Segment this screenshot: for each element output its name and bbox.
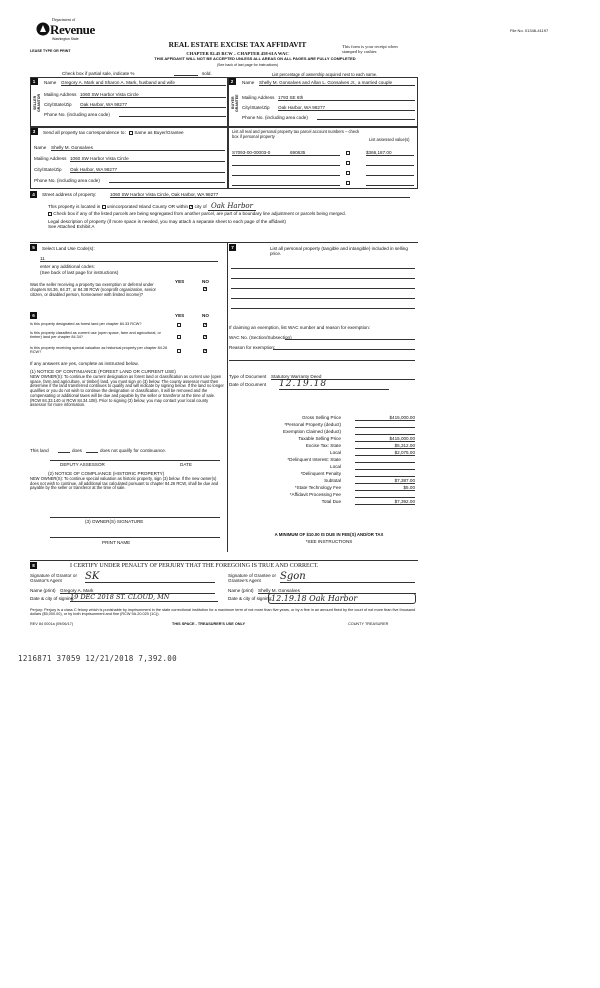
seller-name-row — [44, 80, 227, 90]
calc-label: Gross Selling Price — [301, 415, 341, 420]
doc-date-field[interactable]: 12.19.18 — [279, 379, 389, 390]
calc-value[interactable] — [355, 429, 415, 435]
segregated-note: Check box if any of the listed parcels are being segregated from another parcel, are part of a boundary line adjustment or parcels being merged. — [53, 211, 346, 216]
partial-sale-pct-field[interactable] — [174, 71, 198, 76]
grantor-date-label: Date & city of signing: — [30, 596, 75, 601]
personal-property-label: List all personal property (tangible and intangible) included in selling price. — [270, 246, 408, 257]
buyer-city-label: City/State/Zip — [242, 105, 270, 110]
city-of-label: city of — [194, 204, 207, 209]
doc-type-label: Type of Document — [229, 374, 267, 379]
exemption-label: If claiming an exemption, list WAC number and reason for exemption: — [229, 325, 371, 330]
exemption-question: Was the seller receiving a property tax exemption or deferral under chapters 84.36, 84.37, or 84.38 RCW (nonprofit organization, senior citizen, or disabled person, homeowner with limited income)? — [30, 282, 156, 297]
calc-value[interactable] — [355, 471, 415, 477]
calc-value[interactable]: $5.00 — [355, 485, 415, 491]
forest-yes-checkbox[interactable] — [177, 323, 181, 327]
additional-codes-label: enter any additional codes: — [40, 264, 95, 269]
calc-label: Taxable Selling Price — [298, 436, 341, 441]
calc-label: *State Technology Fee — [294, 485, 341, 490]
does-field[interactable] — [58, 448, 70, 453]
calc-label: Excise Tax: State — [305, 443, 341, 448]
instructions-note: (See back of last page for instructions) — [216, 63, 279, 67]
ownership-note: List percentage of ownership acquired next to each name. — [272, 72, 378, 77]
calc-label: *Personal Property (deduct) — [284, 422, 341, 427]
calc-row — [230, 429, 415, 435]
land-does-label: This land — [30, 448, 49, 453]
assessed-header: List assessed value(s) — [369, 137, 410, 142]
seller-name-label: Name — [44, 80, 57, 85]
calc-value[interactable]: $415,000.00 — [355, 415, 415, 421]
calc-row — [230, 443, 415, 449]
city-checkbox[interactable] — [189, 205, 193, 209]
same-as-buyer-label: Same as Buyer/Grantee — [134, 130, 184, 135]
notice1-text: NEW OWNER(S): To continue the current designation as forest land or classification as current use (open space, farm and agriculture, or timber) land, you must sign on (3) below. The county assessor must then determine if the land transferred continues to qualify and will indicate by signing below. If the land no longer qualifies or you do not wish to continue the designation or classification, it will be removed and the compensating or additional taxes will be due and payable by the seller or transferor at the time of sale. (RCW 84.33.140 or RCW 84.34.108). Prior to signing (3) below, you may contact your local county assessor for more information. — [30, 374, 224, 408]
wac-field[interactable] — [285, 335, 415, 340]
grantor-date-row — [30, 593, 220, 606]
revenue-logo-icon — [36, 22, 50, 36]
grantor-name-label: Name (print) — [30, 588, 56, 593]
city-field[interactable]: Oak Harbor — [208, 202, 256, 211]
print-name-line[interactable] — [50, 530, 220, 538]
owner-signature-label: (3) OWNER(S) SIGNATURE — [85, 519, 144, 524]
does-not-label: does not qualify for continuance. — [100, 448, 167, 453]
buyer-name-row — [242, 80, 417, 94]
parcel-assessed-value[interactable] — [366, 180, 414, 186]
corr-phone-row — [34, 178, 226, 186]
personal-property-line[interactable] — [231, 283, 415, 289]
buyer-name-label: Name — [242, 80, 255, 85]
deputy-label: DEPUTY ASSESSOR — [60, 462, 105, 467]
seller-mailing-row — [44, 92, 227, 100]
notice1-title: (1) NOTICE OF CONTINUANCE (FOREST LAND OR CURRENT USE) — [30, 369, 176, 374]
buyer-phone-row — [242, 115, 417, 123]
segregated-checkbox[interactable] — [48, 212, 52, 216]
grantee-date-label: Date & city of signing: — [228, 596, 273, 601]
grantee-sig-label: Signature of Grantee or Grantee's Agent — [228, 573, 277, 584]
perjury-note: Perjury: Perjury is a class C felony which is punishable by imprisonment in the state correctional institution for a maximum term of not more than five years, or by a fine in an amount fixed by the court of not more than five thousand dollars ($5,000.00), or by both imprisonment and fine (RCW 9A.20.020 (1C)). — [30, 608, 416, 617]
located-label: This property is located in — [48, 204, 101, 209]
form-title: REAL ESTATE EXCISE TAX AFFIDAVIT — [168, 40, 307, 49]
receipt-note: This form is your receipt when stamped by cashier. — [342, 44, 398, 55]
buyer-phone-field[interactable] — [317, 115, 415, 120]
legal-label: Legal description of property (if more space is needed, you may attach a separate sheet to each page of the affidavit) — [48, 219, 286, 224]
land-use-code[interactable]: 11 — [40, 256, 218, 262]
calc-row — [230, 471, 415, 477]
file-number: File No. 01348-41197 — [510, 28, 549, 33]
section-5-number: 5 — [30, 244, 37, 251]
buyer-mailing-row — [242, 95, 417, 103]
seller-city-label: City/State/Zip — [44, 102, 72, 107]
calc-value[interactable]: $7,392.00 — [355, 499, 415, 505]
tax-calculation — [230, 415, 418, 527]
correspondence-box — [30, 127, 228, 189]
parcel-number[interactable] — [232, 180, 340, 186]
corr-city-label: City/State/Zip — [34, 167, 62, 172]
corr-phone-field[interactable] — [109, 178, 225, 183]
calc-value[interactable] — [355, 464, 415, 470]
minimum-fee-note: A MINIMUM OF $10.00 IS DUE IN FEE(S) AND/OR TAX — [274, 532, 384, 537]
open-space-no-checkbox[interactable] — [203, 335, 207, 339]
partial-sale-sold: sold. — [202, 71, 212, 76]
grantor-date-field[interactable]: 19 DEC 2018 ST. CLOUD, MN — [70, 594, 218, 602]
calc-label: *Delinquent Interest: State — [287, 457, 341, 462]
calc-label: Exemption Claimed (deduct) — [283, 429, 341, 434]
calc-row — [230, 492, 415, 498]
treasurer-space-label: THIS SPACE - TREASURER'S USE ONLY — [172, 622, 246, 626]
does-not-field[interactable] — [86, 448, 98, 453]
calc-row — [230, 464, 415, 470]
does-label: does — [72, 448, 82, 453]
corr-name-row — [34, 145, 226, 153]
corr-city-row — [34, 167, 226, 175]
grantor-signature[interactable]: SK — [85, 571, 215, 583]
reason-label: Reason for exemption: — [229, 345, 276, 350]
parcels-header: List all real and personal property tax parcel account numbers – check box if personal property — [232, 129, 360, 139]
deputy-signature-line[interactable] — [50, 455, 220, 461]
parcels-box — [228, 127, 418, 189]
no-header-2: NO — [202, 313, 209, 318]
continuance-row — [30, 448, 224, 453]
calc-row — [230, 436, 415, 442]
grantee-date-row — [228, 596, 418, 606]
calc-label: Total Due — [321, 499, 341, 504]
certify-section — [30, 560, 418, 620]
historic-yes-checkbox[interactable] — [177, 349, 181, 353]
open-space-question: Is this property classified as current use (open space, farm and agricultural, or timber) land per chapter 84.34? — [30, 331, 161, 340]
calc-row — [230, 422, 415, 428]
parcel-personal-checkbox[interactable] — [346, 161, 350, 165]
parcel-row — [232, 150, 416, 158]
buyer-label: BUYER GRANTEE — [231, 94, 240, 112]
same-as-buyer-checkbox[interactable] — [129, 131, 133, 135]
certify-statement: I CERTIFY UNDER PENALTY OF PERJURY THAT THE FOREGOING IS TRUE AND CORRECT. — [70, 563, 319, 569]
forest-no-checkbox[interactable] — [203, 323, 207, 327]
corr-mailing-label: Mailing Address — [34, 156, 67, 161]
parcel-number[interactable] — [232, 170, 340, 176]
corr-mailing-field[interactable]: 1060 SW Harbor Vista Circle — [70, 156, 225, 162]
unincorporated-label: unincorporated Island County OR within — [106, 204, 189, 209]
section-2-number: 2 — [229, 78, 236, 85]
parcel-assessed-value[interactable] — [366, 170, 414, 176]
personal-property-line[interactable] — [231, 273, 415, 279]
street-section — [30, 191, 418, 241]
buyer-box — [228, 77, 418, 127]
buyer-mailing-label: Mailing Address — [242, 95, 275, 100]
calc-value[interactable] — [355, 457, 415, 463]
segregated-row — [48, 211, 418, 216]
yes-header-2: YES — [175, 313, 185, 318]
grantee-date-field[interactable]: 12.19.18 Oak Harbor — [268, 593, 416, 604]
print-name-label: PRINT NAME — [102, 540, 131, 545]
unincorporated-checkbox[interactable] — [102, 205, 106, 209]
parcel-number[interactable] — [232, 160, 340, 166]
located-row — [48, 202, 408, 210]
parcel-assessed-value[interactable] — [366, 160, 414, 166]
calc-row — [230, 457, 415, 463]
calc-label: Subtotal — [324, 478, 341, 483]
answer-note: If any answers are yes, complete as instructed below. — [30, 361, 139, 366]
calc-value[interactable] — [355, 492, 415, 498]
seller-city-row — [44, 102, 227, 110]
doc-date-row — [229, 379, 417, 394]
logo-state: Washington State — [52, 37, 79, 41]
correspondence-header — [43, 130, 228, 135]
calc-row — [230, 485, 415, 491]
deputy-date-label: DATE — [180, 462, 192, 467]
section-1-number: 1 — [31, 78, 38, 85]
corr-phone-label: Phone No. (including area code) — [34, 178, 100, 183]
seller-box — [30, 77, 228, 127]
wac-row — [229, 335, 417, 340]
exemption-no-checkbox[interactable] — [203, 287, 207, 291]
parcel-personal-checkbox[interactable] — [346, 151, 350, 155]
personal-property-line[interactable] — [231, 263, 415, 269]
corr-city-field[interactable]: Oak Harbor, WA 98277 — [70, 167, 225, 173]
street-row — [42, 192, 412, 197]
calc-row — [230, 415, 415, 421]
calc-label: *Affidavit Processing Fee — [289, 492, 341, 497]
grantee-name-field[interactable]: Shelly M. Gonsalves — [258, 588, 416, 594]
street-field[interactable]: 1060 SW Harbor Vista Circle, Oak Harbor, WA 98277 — [110, 192, 410, 198]
reason-line-2[interactable] — [229, 355, 415, 361]
owner-signature-line[interactable] — [50, 512, 220, 518]
seller-mailing-field[interactable]: 1060 SW Harbor Vista Circle — [80, 92, 226, 98]
personal-property-line[interactable] — [231, 293, 415, 299]
grantee-name-label: Name (print) — [228, 588, 254, 593]
corr-name-label: Name — [34, 145, 47, 150]
no-header: NO — [202, 279, 209, 284]
forest-question: Is this property designated as forest land per chapter 84.33 RCW? — [30, 322, 142, 326]
parcel-number[interactable]: S7093-00-00003-0 — [232, 150, 290, 156]
parcel-row — [232, 160, 416, 168]
corr-mailing-row — [34, 156, 226, 164]
calc-value[interactable] — [355, 422, 415, 428]
county-treasurer-label: COUNTY TREASURER — [348, 622, 389, 626]
doc-type-field[interactable]: Statutory Warranty Deed — [271, 374, 415, 380]
yes-header: YES — [175, 279, 185, 284]
section-4-number: 4 — [30, 191, 37, 198]
street-label: Street address of property: — [42, 192, 97, 197]
land-use-section — [30, 242, 228, 552]
parcel-row — [232, 170, 416, 178]
section-7-number: 7 — [229, 244, 236, 251]
calc-label: Local — [330, 450, 341, 455]
seller-mailing-label: Mailing Address — [44, 92, 77, 97]
parcel-id: 690635 — [290, 150, 340, 156]
logo-department: Department of — [52, 17, 76, 22]
buyer-name-field[interactable]: Shelly M. Gonsalves and Allan L. Gonsalves Jr., a married couple — [259, 80, 415, 86]
section-6-number: 6 — [30, 312, 37, 319]
cashier-stamp: 1216871 37059 12/21/2018 7,392.00 — [18, 654, 177, 663]
calc-label: *Delinquent Penalty — [300, 471, 341, 476]
wac-label: WAC No. (Section/Subsection) — [229, 335, 292, 340]
section-3-number: 3 — [31, 128, 38, 135]
parcel-row — [232, 180, 416, 188]
revenue-logo — [36, 17, 95, 47]
form-subtitle: CHAPTER 82.45 RCW – CHAPTER 458-61A WAC — [186, 51, 289, 56]
parcel-personal-checkbox[interactable] — [346, 171, 350, 175]
open-space-yes-checkbox[interactable] — [177, 335, 181, 339]
seller-phone-field[interactable] — [119, 112, 226, 117]
historic-question: Is this property receiving special valuation as historical property per chapter 84.26 RCW? — [30, 346, 168, 355]
seller-label: SELLER GRANTOR — [33, 93, 42, 113]
legal-value[interactable]: See Attached Exhibit A — [48, 224, 95, 229]
logo-revenue: Revenue — [50, 22, 95, 37]
partial-sale-label: Check box if partial sale, indicate % — [62, 71, 135, 76]
personal-property-line[interactable] — [231, 303, 415, 309]
parcel-personal-checkbox[interactable] — [346, 181, 350, 185]
calc-value[interactable]: $7,387.00 — [355, 478, 415, 484]
grantee-signature[interactable]: Sgon — [280, 571, 415, 583]
section-8-number: 8 — [30, 562, 37, 569]
print-note: LEASE TYPE OR PRINT — [30, 49, 71, 53]
calc-row — [230, 478, 415, 484]
see-instructions-note: *SEE INSTRUCTIONS — [305, 539, 353, 544]
right-section — [228, 242, 418, 552]
grantor-sig-label: Signature of Grantor or Grantor's Agent — [30, 573, 77, 584]
buyer-city-row — [242, 105, 417, 113]
buyer-mailing-field[interactable]: 1793 SE 6th — [278, 95, 415, 101]
buyer-city-field[interactable]: Oak Harbor, WA 98277 — [278, 105, 415, 111]
reason-row — [229, 345, 417, 350]
seller-phone-label: Phone No. (including area code) — [44, 112, 110, 117]
seller-phone-row — [44, 112, 227, 120]
form-warning: THIS AFFIDAVIT WILL NOT BE ACCEPTED UNLESS ALL AREAS ON ALL PAGES ARE FULLY COMPLETED — [154, 56, 356, 61]
calc-value[interactable]: $5,312.00 — [355, 443, 415, 449]
seller-city-field[interactable]: Oak Harbor, WA 98277 — [80, 102, 226, 108]
correspondence-label: Send all property tax correspondence to: — [43, 130, 126, 135]
buyer-phone-label: Phone No. (including area code) — [242, 115, 308, 120]
grantor-name-field[interactable]: Gregory A. Mark — [60, 588, 215, 594]
land-use-see-back: (See back of last page for instructions) — [40, 270, 119, 275]
corr-name-field[interactable]: Shelly M. Gonsalves — [51, 145, 225, 151]
reason-field[interactable] — [273, 345, 415, 350]
doc-date-label: Date of Document — [229, 382, 267, 387]
land-use-label: Select Land Use Code(s): — [42, 246, 95, 251]
calc-label: Local — [330, 464, 341, 469]
form-number: REV 84 0001a (09/06/17) — [30, 622, 74, 626]
seller-name-field[interactable]: Gregory A. Mark and Sharon A. Mark, husband and wife — [61, 80, 226, 86]
calc-value[interactable]: $415,000.00 — [355, 436, 415, 442]
notice2-text: NEW OWNER(S): To continue special valuation as historic property, sign (3) below. If the new owner(s) does not wish to continue, all additional tax calculated pursuant to chapter 84.26 RCW, shall be due and payable by the seller or transferor at the time of sale. — [30, 476, 219, 491]
calc-value[interactable]: $2,075.00 — [355, 450, 415, 456]
calc-row — [230, 450, 415, 456]
historic-no-checkbox[interactable] — [203, 349, 207, 353]
parcel-assessed-value[interactable]: $366,187.00 — [366, 150, 414, 156]
calc-row — [230, 499, 415, 505]
notice2-title: (2) NOTICE OF COMPLIANCE (HISTORIC PROPERTY) — [48, 471, 165, 476]
